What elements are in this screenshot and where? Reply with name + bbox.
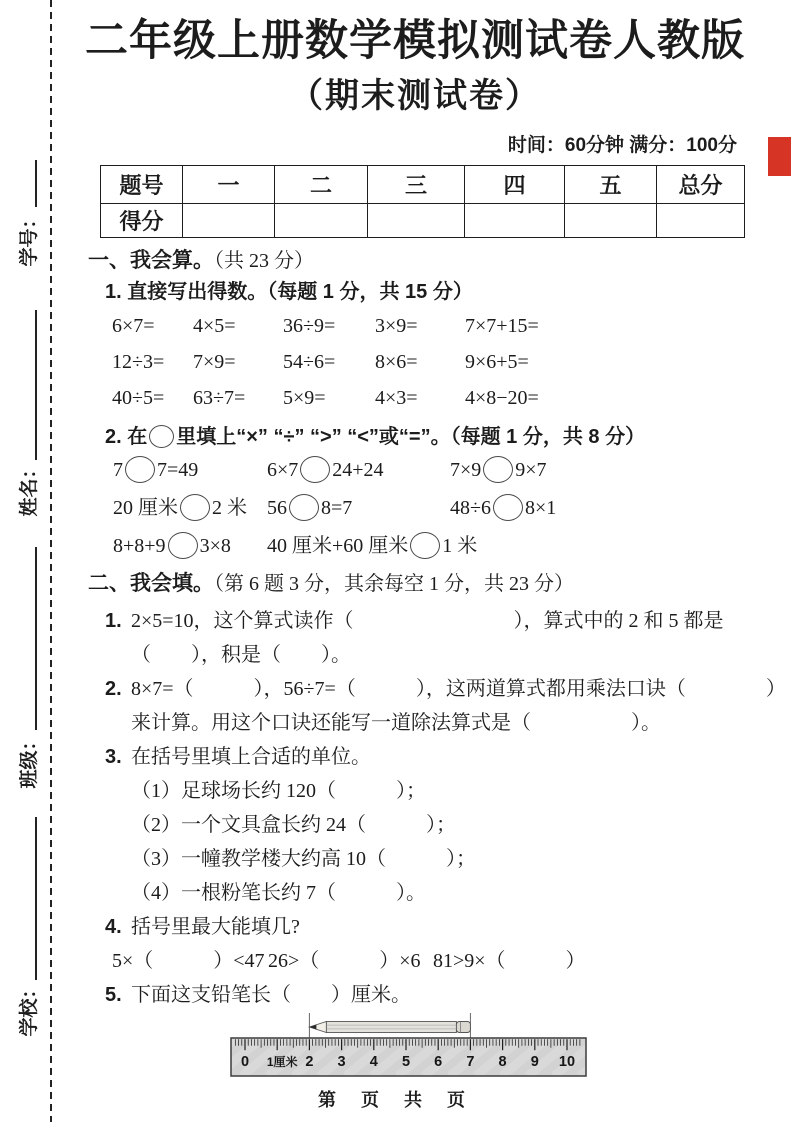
svg-text:9: 9: [530, 1054, 539, 1070]
calc-expression: 9×6+5=: [465, 351, 529, 374]
calc-expression: 7×7+15=: [465, 315, 539, 338]
calc-expression: 4×5=: [193, 315, 236, 338]
compare-row: [113, 494, 745, 521]
compare-row: [113, 456, 745, 483]
score-cell: [275, 204, 368, 238]
fill-circle-icon: [125, 456, 155, 483]
q1-calculation-grid: [112, 316, 745, 408]
item-line: 来计算。用这个口诀还能写一道除法算式是（ ）。: [131, 712, 661, 735]
fill-circle-icon: [149, 425, 174, 448]
svg-text:8: 8: [498, 1054, 507, 1070]
label-school: 学校：: [19, 979, 40, 1037]
score-col-3: 三: [368, 166, 465, 204]
score-row-label: 得分: [101, 204, 183, 238]
label-name: 姓名：: [19, 459, 40, 517]
label-class: 班级：: [19, 731, 40, 789]
fill-item-3: 3. 在括号里填上合适的单位。 （1）足球场长约 120（ ）； （2）一个文具盒长约 24（ ）； （3）一幢教学楼大约高 10（ ）； （4）一根粉笔长约 7（ ）。: [105, 740, 745, 910]
fill-circle-icon: [483, 456, 513, 483]
svg-text:5: 5: [401, 1054, 411, 1070]
item-line: 下面这支铅笔长（ ）厘米。: [131, 984, 411, 1007]
calc-row: [112, 388, 745, 408]
time-score-meta: 时间：60分钟 满分：100分: [507, 135, 737, 157]
q2-label: 2. 在 里填上“×” “÷” “>” “<”或“=”。（每题 1 分，共 8 分）: [105, 426, 646, 449]
paper-content: [85, 0, 786, 1012]
score-col-1: 一: [183, 166, 275, 204]
calc-row: [112, 352, 745, 372]
fill-item-2: 2. 8×7=（ ），56÷7=（ ），这两道算式都用乘法口诀（ ） 来计算。用这个口诀还能写一道除法算式是（ ）。: [105, 672, 745, 740]
svg-text:7: 7: [466, 1054, 475, 1070]
section1-points-note: （共 23 分）: [214, 250, 314, 273]
svg-text:3: 3: [337, 1054, 346, 1070]
fill-item-1: 1. 2×5=10，这个算式读作（ ），算式中的 2 和 5 都是 （ ），积是（ ）。: [105, 604, 745, 672]
svg-text:0: 0: [240, 1054, 250, 1070]
paper-subtitle: （期末测试卷）: [289, 76, 541, 115]
item-line: 8×7=（ ），56÷7=（ ），这两道算式都用乘法口诀（ ）: [131, 678, 786, 701]
fill-circle-icon: [300, 456, 330, 483]
fill-circle-icon: [289, 494, 319, 521]
score-cell: [183, 204, 275, 238]
max-fill-expression: 26>（ ）×6: [268, 950, 421, 973]
compare-item: 7×9 9×7: [450, 456, 745, 483]
item-line: 括号里最大能填几?: [131, 916, 300, 939]
item-subline: （4）一根粉笔长约 7（ ）。: [131, 882, 426, 905]
calc-expression: 4×8−20=: [465, 387, 539, 410]
compare-row: [113, 532, 745, 559]
compare-item: 56 8=7: [267, 494, 450, 521]
section2-points-note: （第 6 题 3 分，其余每空 1 分，共 23 分）: [214, 573, 574, 596]
calc-expression: 54÷6=: [283, 351, 336, 374]
score-cell: [565, 204, 657, 238]
red-corner-mark: [768, 137, 791, 176]
calc-expression: 6×7=: [112, 315, 155, 338]
fill-circle-icon: [168, 532, 198, 559]
calc-row: [112, 316, 745, 336]
svg-text:6: 6: [434, 1054, 443, 1070]
item-line: 在括号里填上合适的单位。: [131, 746, 371, 769]
compare-item: 7 7=49: [113, 456, 267, 483]
calc-expression: 4×3=: [375, 387, 418, 410]
q1-label: 1. 直接写出得数。（每题 1 分，共 15 分）: [105, 281, 473, 304]
score-col-2: 二: [275, 166, 368, 204]
blank-line-name: [35, 310, 37, 460]
score-cell: [368, 204, 465, 238]
item-subline: （3）一幢教学楼大约高 10（ ）；: [131, 848, 476, 871]
item-subline: （1）足球场长约 120（ ）；: [131, 780, 426, 803]
score-table: [100, 165, 745, 238]
svg-text:2: 2: [305, 1054, 314, 1070]
section2-title: 二、我会填。: [88, 572, 214, 596]
compare-item: 48÷6 8×1: [450, 494, 745, 521]
blank-line-class: [35, 547, 37, 730]
max-fill-expression: 5×（ ）<47: [112, 950, 265, 973]
section1-title: 一、我会算。: [88, 249, 214, 273]
compare-item: 40 厘米+60 厘米 1 米: [267, 532, 450, 559]
item-line: 2×5=10，这个算式读作（ ），算式中的 2 和 5 都是: [131, 610, 724, 633]
score-cell: [465, 204, 565, 238]
q2-compare-grid: [113, 456, 745, 559]
calc-expression: 36÷9=: [283, 315, 336, 338]
score-table-score-row: [101, 204, 745, 238]
calc-expression: 40÷5=: [112, 387, 165, 410]
item-subline: （2）一个文具盒长约 24（ ）；: [131, 814, 456, 837]
compare-item: 6×7 24+24: [267, 456, 450, 483]
blank-line-school: [35, 817, 37, 980]
svg-text:10: 10: [558, 1054, 576, 1070]
fill-item-4: 4. 括号里最大能填几?: [105, 910, 745, 944]
label-student-id: 学号：: [19, 209, 40, 267]
score-table-corner: 题号: [101, 166, 183, 204]
calc-expression: 5×9=: [283, 387, 326, 410]
blank-line-student-id: [35, 160, 37, 207]
compare-item: 20 厘米 2 米: [113, 494, 267, 521]
page-footer: 第 页 共 页: [317, 1090, 475, 1110]
score-col-4: 四: [465, 166, 565, 204]
item-line: （ ），积是（ ）。: [131, 644, 351, 667]
compare-item: 8+8+9 3×8: [113, 532, 267, 559]
section1-heading: [88, 247, 745, 274]
max-fill-expression: 81>9×（ ）: [433, 950, 586, 973]
fill-circle-icon: [180, 494, 210, 521]
ruler-illustration: [230, 1008, 590, 1082]
pencil-ruler-figure: [230, 1008, 590, 1087]
paper-title: 二年级上册数学模拟测试卷人教版: [85, 17, 745, 65]
fill-circle-icon: [493, 494, 523, 521]
calc-expression: 63÷7=: [193, 387, 246, 410]
score-cell: [657, 204, 745, 238]
dashed-margin-divider: [50, 0, 52, 1122]
svg-text:1厘米: 1厘米: [266, 1055, 298, 1069]
fill-circle-icon: [410, 532, 440, 559]
score-col-5: 五: [565, 166, 657, 204]
svg-text:4: 4: [369, 1054, 378, 1070]
score-col-total: 总分: [657, 166, 745, 204]
fill-item-5: 5. 下面这支铅笔长（ ）厘米。: [105, 978, 745, 1012]
fill-in-items: [105, 604, 786, 1012]
max-fill-row: [112, 944, 745, 978]
calc-expression: 12÷3=: [112, 351, 165, 374]
calc-expression: 7×9=: [193, 351, 236, 374]
section2-heading: [88, 570, 745, 597]
calc-expression: 3×9=: [375, 315, 418, 338]
calc-expression: 8×6=: [375, 351, 418, 374]
score-table-header-row: [101, 166, 745, 204]
